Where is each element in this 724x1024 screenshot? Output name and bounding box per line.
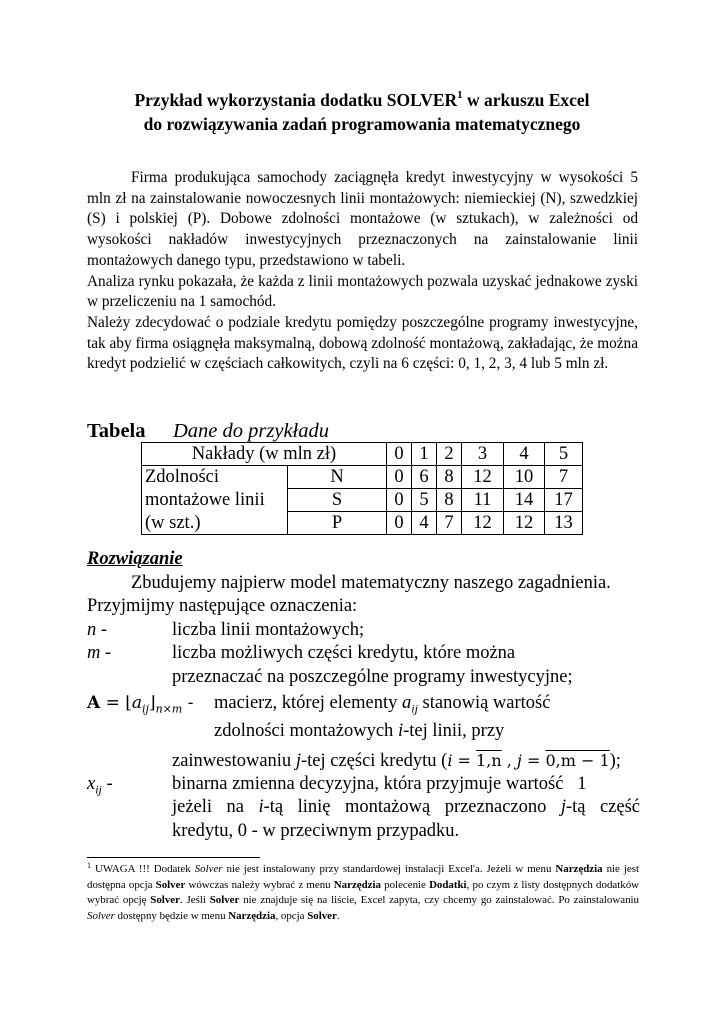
table-cell: 0 xyxy=(387,489,412,512)
solution-intro-1: Zbudujemy najpierw model matematyczny naszego zagadnienia. xyxy=(131,572,611,593)
table-cell: 6 xyxy=(412,466,437,489)
table-header-row xyxy=(142,443,583,466)
symbol-m: m - xyxy=(87,643,112,663)
table-cell: 17 xyxy=(545,489,583,512)
table-cell: 7 xyxy=(545,466,583,489)
definition-x-text-3: kredytu, 0 - w przeciwnym przypadku. xyxy=(172,820,460,841)
table-cell: 10 xyxy=(504,466,545,489)
table-cell: 14 xyxy=(504,489,545,512)
definition-A xyxy=(87,692,647,716)
table-row xyxy=(142,466,583,489)
intro-paragraph-2: Analiza rynku pokazała, że każda z linii montażowych pozwala uzyskać jednakowe zyski w przeliczeniu na 1 samochód. xyxy=(87,272,638,311)
definition-x-text-1: binarna zmienna decyzyjna, która przyjmuje wartość 1 xyxy=(172,773,587,794)
definition-A-text-3: zainwestowaniu j-tej części kredytu (i = 1,n , j = 0,m − 1); xyxy=(172,751,621,771)
table-cell: 8 xyxy=(437,466,462,489)
table-label xyxy=(87,418,330,444)
table-cell: 12 xyxy=(462,466,504,489)
line-name: N xyxy=(288,466,387,489)
definition-n xyxy=(87,619,647,643)
table-cell: 12 xyxy=(504,512,545,535)
definition-m-text-2: przeznaczać na poszczególne programy inwestycyjne; xyxy=(172,666,573,687)
footnote-ref[interactable]: 1 xyxy=(457,89,463,101)
solution-section xyxy=(87,548,647,843)
matrix-formula: $A = ⌊a_{ij}⌋_{n\times m}$ - xyxy=(87,693,194,716)
definition-x-text-2: jeżeli na i-tą linię montażową przeznaczono j-tą część xyxy=(172,797,641,817)
footnote: $^1$ UWAGA !!! Dodatek Solver nie jest instalowany przy standardowej instalacji Excel'a. Jeżeli w menu Narzędzia nie jest dostępna opcja Solver wówczas należy wybrać z menu Narzędzia polecenie Dodatki, po czym z listy dostępnych dodatków wybrać opcję Solver. Jeśli Solver nie znajduje się na liście, Excel zapyta, czy chcemy go zainstalować. Po zainstalowaniu Solver dostępny będzie w menu Narzędzia, opcja Solver. xyxy=(87,861,640,922)
table-header-cell: 4 xyxy=(504,443,545,466)
solution-heading: Rozwiązanie xyxy=(87,549,183,569)
row-group-label: montażowe linii xyxy=(142,489,288,512)
line-name: S xyxy=(288,489,387,512)
table-header-label: Nakłady (w mln zł) xyxy=(142,443,387,466)
table-header-cell: 0 xyxy=(387,443,412,466)
line-name: P xyxy=(288,512,387,535)
row-group-label: (w szt.) xyxy=(142,512,288,535)
table-cell: 0 xyxy=(387,466,412,489)
intro-paragraph-3: Należy zdecydować o podziale kredytu pomiędzy poszczególne programy inwestycyjne, tak aby firma osiągnęła maksymalną, dobową zdolność montażową, zakładając, że można kredyt podzielić w częściach całkowitych, czyli na 6 części: 0, 1, 2, 3, 4 lub 5 mln zł. xyxy=(87,313,638,373)
definition-A-text-1: macierz, której elementy $a_{ij}$ stanowią wartość xyxy=(214,693,551,716)
table-row xyxy=(142,512,583,535)
table-header-cell: 1 xyxy=(412,443,437,466)
definition-m xyxy=(87,642,647,666)
definition-m-text-1: liczba możliwych części kredytu, które można xyxy=(172,643,516,663)
table-header-cell: 2 xyxy=(437,443,462,466)
row-group-label: Zdolności xyxy=(142,466,288,489)
table-cell: 13 xyxy=(545,512,583,535)
definition-A-text-2: zdolności montażowych i-tej linii, przy xyxy=(214,720,505,741)
intro-paragraph-1: Firma produkująca samochody zaciągnęła kredyt inwestycyjny w wysokości 5 mln zł na zainstalowanie nowoczesnych linii montażowych: niemieckiej (N), szwedzkiej (S) i polskiej (P). Dobowe zdolności montażowe (w sztukach), w zależności od wysokości nakładów inwestycyjnych przeznaczonych na zainstalowanie linii montażowych danego typu, przedstawiono w tabeli. xyxy=(87,169,638,269)
definition-n-text: liczba linii montażowych; xyxy=(172,619,365,640)
table-cell: 4 xyxy=(412,512,437,535)
table-cell: 12 xyxy=(462,512,504,535)
symbol-x: $x_{ij}$ - xyxy=(87,773,113,797)
footnote-divider xyxy=(87,857,260,858)
table-cell: 8 xyxy=(437,489,462,512)
definition-x xyxy=(87,773,647,797)
table-label-word: Tabela xyxy=(87,420,146,442)
table-caption: Dane do przykładu xyxy=(173,420,330,442)
table-cell: 0 xyxy=(387,512,412,535)
title-line-2: do rozwiązywania zadań programowania matematycznego xyxy=(143,114,581,134)
table-cell: 11 xyxy=(462,489,504,512)
data-table xyxy=(141,442,583,535)
title-line-1: Przykład wykorzystania dodatku SOLVER$^1$ w arkuszu Excel xyxy=(134,89,590,110)
table-row xyxy=(142,489,583,512)
table-cell: 5 xyxy=(412,489,437,512)
intro-text xyxy=(87,168,638,375)
table-cell: 7 xyxy=(437,512,462,535)
table-header-cell: 3 xyxy=(462,443,504,466)
footnote-mark: 1 xyxy=(87,861,91,870)
solution-intro-2: Przyjmijmy następujące oznaczenia: xyxy=(87,596,358,616)
table-header-cell: 5 xyxy=(545,443,583,466)
symbol-n: n - xyxy=(87,619,108,640)
document-title xyxy=(60,88,664,136)
